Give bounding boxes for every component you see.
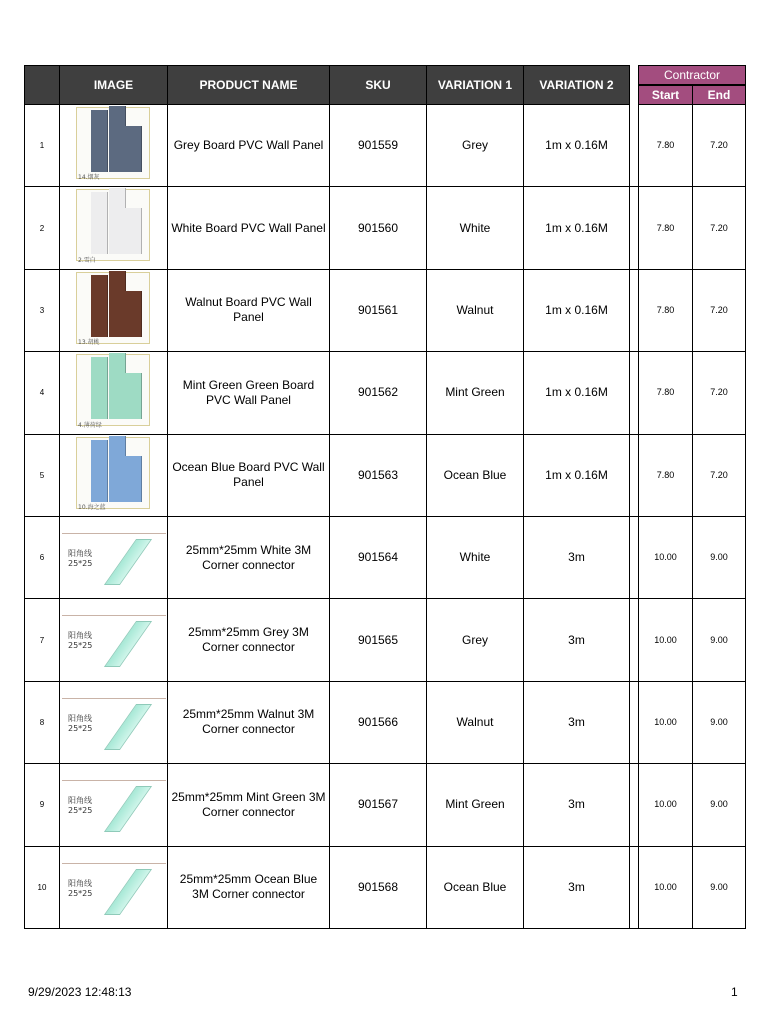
- product-image: [59, 682, 168, 764]
- variation-1: Ocean Blue: [426, 435, 524, 517]
- contractor-end-price: 9.00: [692, 764, 746, 846]
- contractor-end-price: 9.00: [692, 599, 746, 681]
- variation-1: White: [426, 517, 524, 599]
- row-number: 7: [24, 599, 60, 681]
- variation-2: 3m: [523, 517, 630, 599]
- contractor-start-price: 10.00: [638, 599, 693, 681]
- row-number: 3: [24, 270, 60, 352]
- product-name: 25mm*25mm Ocean Blue 3M Corner connector: [167, 847, 330, 929]
- connector-caption: 阳角线 25*25: [68, 631, 93, 651]
- sku: 901561: [329, 270, 427, 352]
- sku: 901560: [329, 187, 427, 269]
- sku: 901563: [329, 435, 427, 517]
- connector-thumbnail: [62, 863, 166, 909]
- table-row: [24, 847, 746, 929]
- contractor-start-price: 10.00: [638, 764, 693, 846]
- sku: 901564: [329, 517, 427, 599]
- row-number: 9: [24, 764, 60, 846]
- contractor-end-price: 7.20: [692, 435, 746, 517]
- panel-caption: 14.烟灰: [78, 174, 100, 182]
- variation-1: Grey: [426, 105, 524, 187]
- table-row: [24, 764, 746, 846]
- row-number: 6: [24, 517, 60, 599]
- header-image: IMAGE: [59, 65, 168, 105]
- variation-1: Mint Green: [426, 764, 524, 846]
- variation-1: Walnut: [426, 682, 524, 764]
- sku: 901562: [329, 352, 427, 434]
- sku: 901567: [329, 764, 427, 846]
- product-image: [59, 764, 168, 846]
- product-image: [59, 435, 168, 517]
- product-image: [59, 352, 168, 434]
- connector-caption: 阳角线 25*25: [68, 549, 93, 568]
- header-start: Start: [638, 85, 693, 105]
- table-row: [24, 682, 746, 764]
- product-image: [59, 517, 168, 599]
- connector-thumbnail: [62, 780, 166, 826]
- product-name: Ocean Blue Board PVC Wall Panel: [167, 435, 330, 517]
- product-image: [59, 105, 168, 187]
- variation-1: Grey: [426, 599, 524, 681]
- contractor-end-price: 7.20: [692, 270, 746, 352]
- product-image: [59, 270, 168, 352]
- header-product-name: PRODUCT NAME: [167, 65, 330, 105]
- product-name: 25mm*25mm Walnut 3M Corner connector: [167, 682, 330, 764]
- sku: 901566: [329, 682, 427, 764]
- header-variation-1: VARIATION 1: [426, 65, 524, 105]
- contractor-start-price: 10.00: [638, 847, 693, 929]
- table-row: [24, 187, 746, 269]
- variation-2: 1m x 0.16M: [523, 352, 630, 434]
- contractor-end-price: 7.20: [692, 352, 746, 434]
- variation-1: White: [426, 187, 524, 269]
- product-name: 25mm*25mm Grey 3M Corner connector: [167, 599, 330, 681]
- variation-1: Walnut: [426, 270, 524, 352]
- variation-1: Ocean Blue: [426, 847, 524, 929]
- panel-caption: 13.胡桃: [78, 339, 100, 347]
- header-variation-2: VARIATION 2: [523, 65, 630, 105]
- panel-caption: 2.雪白: [78, 256, 96, 264]
- panel-thumbnail: [76, 272, 150, 344]
- contractor-start-price: 10.00: [638, 517, 693, 599]
- table-row: [24, 352, 746, 434]
- product-name: 25mm*25mm Mint Green 3M Corner connector: [167, 764, 330, 846]
- row-number: 8: [24, 682, 60, 764]
- contractor-start-price: 7.80: [638, 187, 693, 269]
- table-row: [24, 435, 746, 517]
- variation-2: 3m: [523, 682, 630, 764]
- contractor-start-price: 7.80: [638, 435, 693, 517]
- connector-caption: 阳角线 25*25: [68, 713, 93, 733]
- contractor-start-price: 7.80: [638, 352, 693, 434]
- print-timestamp: 9/29/2023 12:48:13: [28, 985, 132, 999]
- connector-caption: 阳角线 25*25: [68, 796, 93, 816]
- product-name: White Board PVC Wall Panel: [167, 187, 330, 269]
- product-image: [59, 599, 168, 681]
- contractor-start-price: 10.00: [638, 682, 693, 764]
- variation-1: Mint Green: [426, 352, 524, 434]
- table-row: [24, 105, 746, 187]
- variation-2: 1m x 0.16M: [523, 270, 630, 352]
- row-number: 10: [24, 847, 60, 929]
- contractor-end-price: 7.20: [692, 187, 746, 269]
- panel-caption: 4.薄荷绿: [78, 421, 102, 429]
- product-name: 25mm*25mm White 3M Corner connector: [167, 517, 330, 599]
- panel-thumbnail: [76, 437, 150, 509]
- variation-2: 1m x 0.16M: [523, 435, 630, 517]
- table-row: [24, 599, 746, 681]
- header-end: End: [692, 85, 746, 105]
- row-number: 5: [24, 435, 60, 517]
- contractor-end-price: 9.00: [692, 517, 746, 599]
- contractor-end-price: 9.00: [692, 682, 746, 764]
- row-number: 4: [24, 352, 60, 434]
- variation-2: 3m: [523, 847, 630, 929]
- contractor-end-price: 9.00: [692, 847, 746, 929]
- connector-thumbnail: [62, 698, 166, 744]
- sku: 901565: [329, 599, 427, 681]
- variation-2: 1m x 0.16M: [523, 105, 630, 187]
- table-row: [24, 517, 746, 599]
- panel-thumbnail: [76, 189, 150, 261]
- variation-2: 1m x 0.16M: [523, 187, 630, 269]
- product-name: Walnut Board PVC Wall Panel: [167, 270, 330, 352]
- product-image: [59, 847, 168, 929]
- contractor-start-price: 7.80: [638, 105, 693, 187]
- sku: 901568: [329, 847, 427, 929]
- page-number: 1: [731, 985, 738, 999]
- row-number: 2: [24, 187, 60, 269]
- product-name: Mint Green Green Board PVC Wall Panel: [167, 352, 330, 434]
- table-row: [24, 270, 746, 352]
- connector-thumbnail: [62, 615, 166, 661]
- panel-thumbnail: [76, 354, 150, 426]
- row-number: 1: [24, 105, 60, 187]
- variation-2: 3m: [523, 599, 630, 681]
- price-sheet: [24, 65, 746, 929]
- contractor-end-price: 7.20: [692, 105, 746, 187]
- connector-caption: 阳角线 25*25: [68, 878, 93, 898]
- header-sku: SKU: [329, 65, 427, 105]
- sku: 901559: [329, 105, 427, 187]
- contractor-start-price: 7.80: [638, 270, 693, 352]
- panel-thumbnail: [76, 107, 150, 179]
- product-name: Grey Board PVC Wall Panel: [167, 105, 330, 187]
- product-image: [59, 187, 168, 269]
- variation-2: 3m: [523, 764, 630, 846]
- header-contractor: Contractor: [638, 65, 746, 85]
- header-number: [24, 65, 60, 105]
- panel-caption: 10.海之蓝: [78, 503, 106, 511]
- connector-thumbnail: [62, 533, 166, 579]
